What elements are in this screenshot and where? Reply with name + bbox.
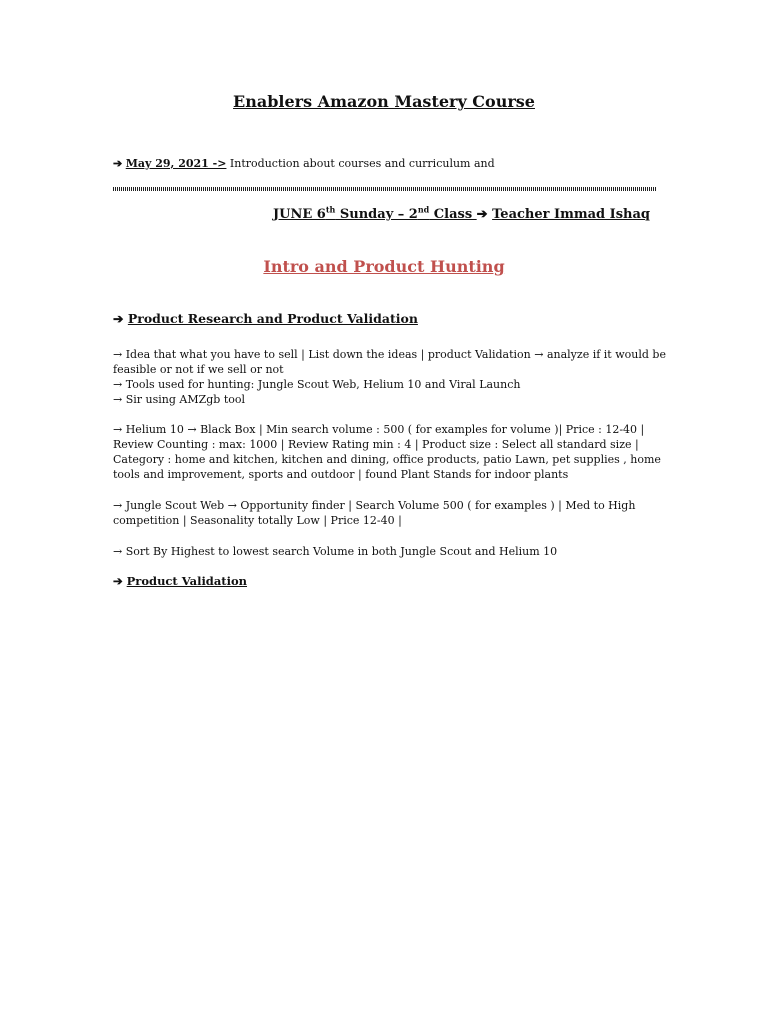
- paragraph-line: → Sir using AMZgb tool: [113, 393, 246, 406]
- validation-heading: [113, 574, 247, 588]
- class-superscript: nd: [417, 204, 430, 215]
- date-description: Introduction about courses and curriculum and: [226, 157, 495, 170]
- day-superscript: th: [325, 204, 336, 215]
- sub-heading: [113, 311, 418, 326]
- paragraph-line: → Helium 10 → Black Box | Min search volume : 500 ( for examples for volume )| Price : 12-40 |: [113, 423, 645, 436]
- paragraph-line: tools and improvement, sports and outdoor | found Plant Stands for indoor plants: [113, 468, 569, 481]
- paragraph-line: → Jungle Scout Web → Opportunity finder | Search Volume 500 ( for examples ) | Med to High: [113, 499, 636, 512]
- sub-heading-text: Product Research and Product Validation: [127, 311, 418, 326]
- paragraph-line: → Sort By Highest to lowest search Volume in both Jungle Scout and Helium 10: [113, 545, 558, 558]
- paragraph-line: feasible or not if we sell or not: [113, 363, 284, 376]
- document-title: Enablers Amazon Mastery Course: [233, 92, 535, 111]
- paragraph-sort: [113, 544, 658, 559]
- arrow-icon: ➔: [113, 574, 123, 588]
- paragraph-ideas: [113, 347, 666, 407]
- class-day-text: Sunday – 2: [335, 207, 418, 222]
- arrow-icon: ➔: [113, 157, 123, 170]
- section-title: Intro and Product Hunting: [263, 257, 505, 276]
- class-number-text: Class: [429, 207, 477, 222]
- teacher-name: Teacher Immad Ishaq: [492, 207, 650, 222]
- divider-line: [113, 187, 656, 191]
- arrow-icon: ➔: [113, 311, 124, 326]
- arrow-icon: ➔: [476, 207, 488, 222]
- paragraph-line: → Idea that what you have to sell | List down the ideas | product Validation → analyze if it would be: [113, 348, 666, 361]
- paragraph-line: Review Counting : max: 1000 | Review Rating min : 4 | Product size : Select all standard size |: [113, 438, 639, 451]
- validation-text: Product Validation: [126, 574, 248, 588]
- date-text: May 29, 2021 ->: [125, 157, 227, 170]
- paragraph-helium: [113, 422, 661, 482]
- class-line: [272, 204, 650, 222]
- date-line: [113, 157, 495, 170]
- paragraph-jungle-scout: [113, 498, 658, 528]
- paragraph-line: → Tools used for hunting: Jungle Scout Web, Helium 10 and Viral Launch: [113, 378, 521, 391]
- paragraph-line: Category : home and kitchen, kitchen and dining, office products, patio Lawn, pet supplies , home: [113, 453, 661, 466]
- paragraph-line: competition | Seasonality totally Low | Price 12-40 |: [113, 514, 402, 527]
- class-date: [272, 204, 477, 222]
- class-month-day: JUNE 6: [272, 207, 326, 222]
